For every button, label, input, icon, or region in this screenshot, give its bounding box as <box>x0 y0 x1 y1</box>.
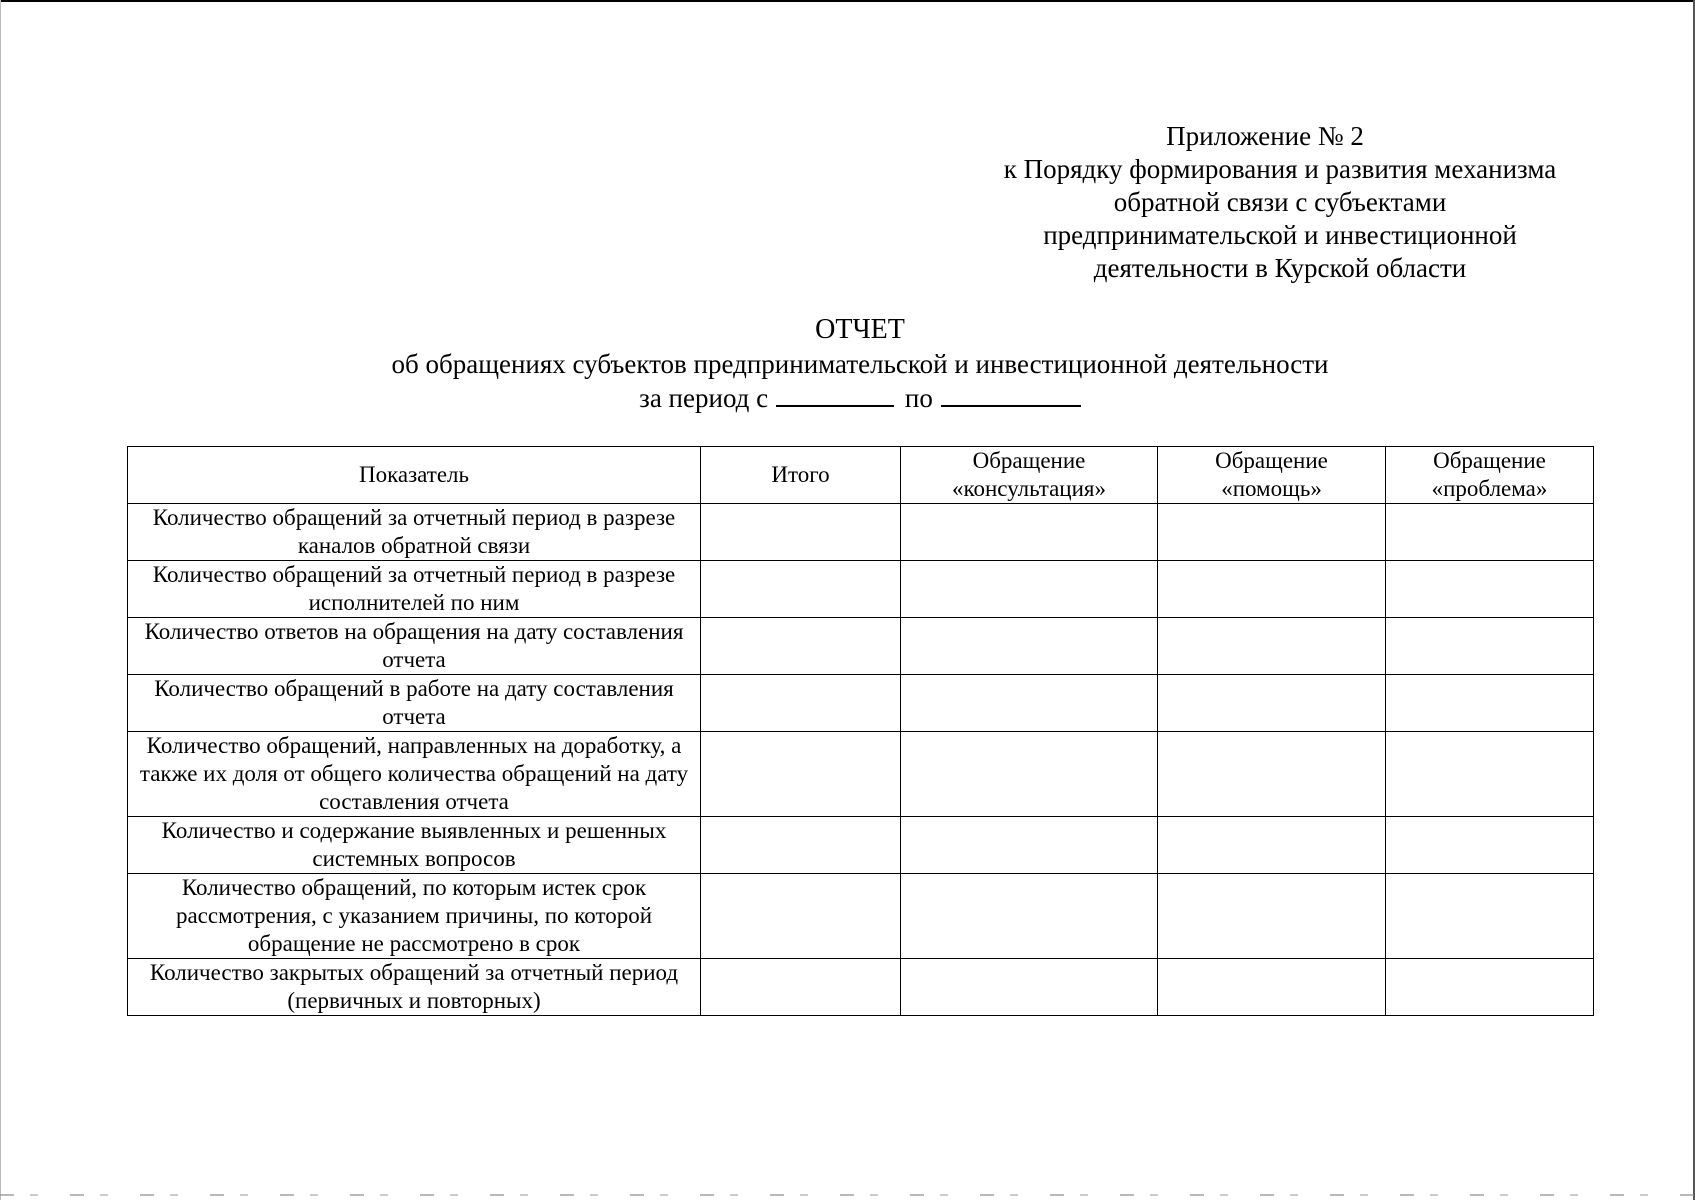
total-cell[interactable] <box>701 504 901 561</box>
total-cell[interactable] <box>701 618 901 675</box>
consultation-cell[interactable] <box>901 618 1158 675</box>
period-from-blank[interactable] <box>776 381 894 407</box>
help-cell[interactable] <box>1158 504 1386 561</box>
table-row <box>128 675 1594 732</box>
problem-cell[interactable] <box>1386 817 1594 874</box>
indicator-cell: Количество закрытых обращений за отчетный период (первичных и повторных) <box>128 959 701 1016</box>
help-cell[interactable] <box>1158 561 1386 618</box>
table-row <box>128 732 1594 817</box>
total-cell[interactable] <box>701 874 901 959</box>
help-cell[interactable] <box>1158 732 1386 817</box>
period-middle: по <box>904 383 933 413</box>
table-row <box>128 561 1594 618</box>
problem-cell[interactable] <box>1386 504 1594 561</box>
problem-cell[interactable] <box>1386 959 1594 1016</box>
indicator-cell: Количество ответов на обращения на дату составления отчета <box>128 618 701 675</box>
total-cell[interactable] <box>701 959 901 1016</box>
appendix-line: предпринимательской и инвестиционной <box>1043 220 1517 250</box>
report-period <box>300 381 1420 415</box>
problem-cell[interactable] <box>1386 561 1594 618</box>
consultation-cell[interactable] <box>901 874 1158 959</box>
help-cell[interactable] <box>1158 675 1386 732</box>
consultation-cell[interactable] <box>901 817 1158 874</box>
table-row <box>128 618 1594 675</box>
indicator-cell: Количество обращений за отчетный период в разрезе исполнителей по ним <box>128 561 701 618</box>
total-cell[interactable] <box>701 732 901 817</box>
problem-cell[interactable] <box>1386 874 1594 959</box>
problem-cell[interactable] <box>1386 675 1594 732</box>
scan-artifact-strip <box>0 1194 1695 1196</box>
appendix-line: обратной связи с субъектами <box>1113 187 1447 217</box>
header-problem: Обращение «проблема» <box>1386 447 1594 504</box>
total-cell[interactable] <box>701 817 901 874</box>
appendix-line: к Порядку формирования и развития механизма <box>1003 154 1557 184</box>
consultation-cell[interactable] <box>901 959 1158 1016</box>
header-consultation: Обращение «консультация» <box>901 447 1158 504</box>
help-cell[interactable] <box>1158 618 1386 675</box>
header-indicator: Показатель <box>128 447 701 504</box>
table-row <box>128 874 1594 959</box>
report-title: ОТЧЕТ <box>815 314 905 345</box>
table-row <box>128 959 1594 1016</box>
report-table <box>127 446 1594 1016</box>
problem-cell[interactable] <box>1386 618 1594 675</box>
indicator-cell: Количество обращений, по которым истек срок рассмотрения, с указанием причины, по которой обращение не рассмотрено в срок <box>128 874 701 959</box>
period-prefix: за период с <box>639 383 769 413</box>
indicator-cell: Количество обращений в работе на дату составления отчета <box>128 675 701 732</box>
help-cell[interactable] <box>1158 874 1386 959</box>
indicator-cell: Количество обращений за отчетный период в разрезе каналов обратной связи <box>128 504 701 561</box>
report-header <box>300 312 1420 415</box>
consultation-cell[interactable] <box>901 732 1158 817</box>
header-total: Итого <box>701 447 901 504</box>
consultation-cell[interactable] <box>901 561 1158 618</box>
period-to-blank[interactable] <box>941 381 1081 407</box>
header-help: Обращение «помощь» <box>1158 447 1386 504</box>
page-edge-left <box>0 0 1 1200</box>
help-cell[interactable] <box>1158 959 1386 1016</box>
appendix-title: Приложение № 2 <box>1166 121 1364 151</box>
problem-cell[interactable] <box>1386 732 1594 817</box>
table-row <box>128 504 1594 561</box>
help-cell[interactable] <box>1158 817 1386 874</box>
consultation-cell[interactable] <box>901 504 1158 561</box>
page-edge-top <box>0 0 1695 2</box>
consultation-cell[interactable] <box>901 675 1158 732</box>
table-row <box>128 817 1594 874</box>
appendix-block <box>960 120 1600 285</box>
total-cell[interactable] <box>701 675 901 732</box>
indicator-cell: Количество и содержание выявленных и решенных системных вопросов <box>128 817 701 874</box>
total-cell[interactable] <box>701 561 901 618</box>
appendix-line: деятельности в Курской области <box>1093 253 1467 283</box>
indicator-cell: Количество обращений, направленных на доработку, а также их доля от общего количества обращений на дату составления отчета <box>128 732 701 817</box>
table-header-row <box>128 447 1594 504</box>
report-subtitle: об обращениях субъектов предпринимательской и инвестиционной деятельности <box>391 349 1329 379</box>
